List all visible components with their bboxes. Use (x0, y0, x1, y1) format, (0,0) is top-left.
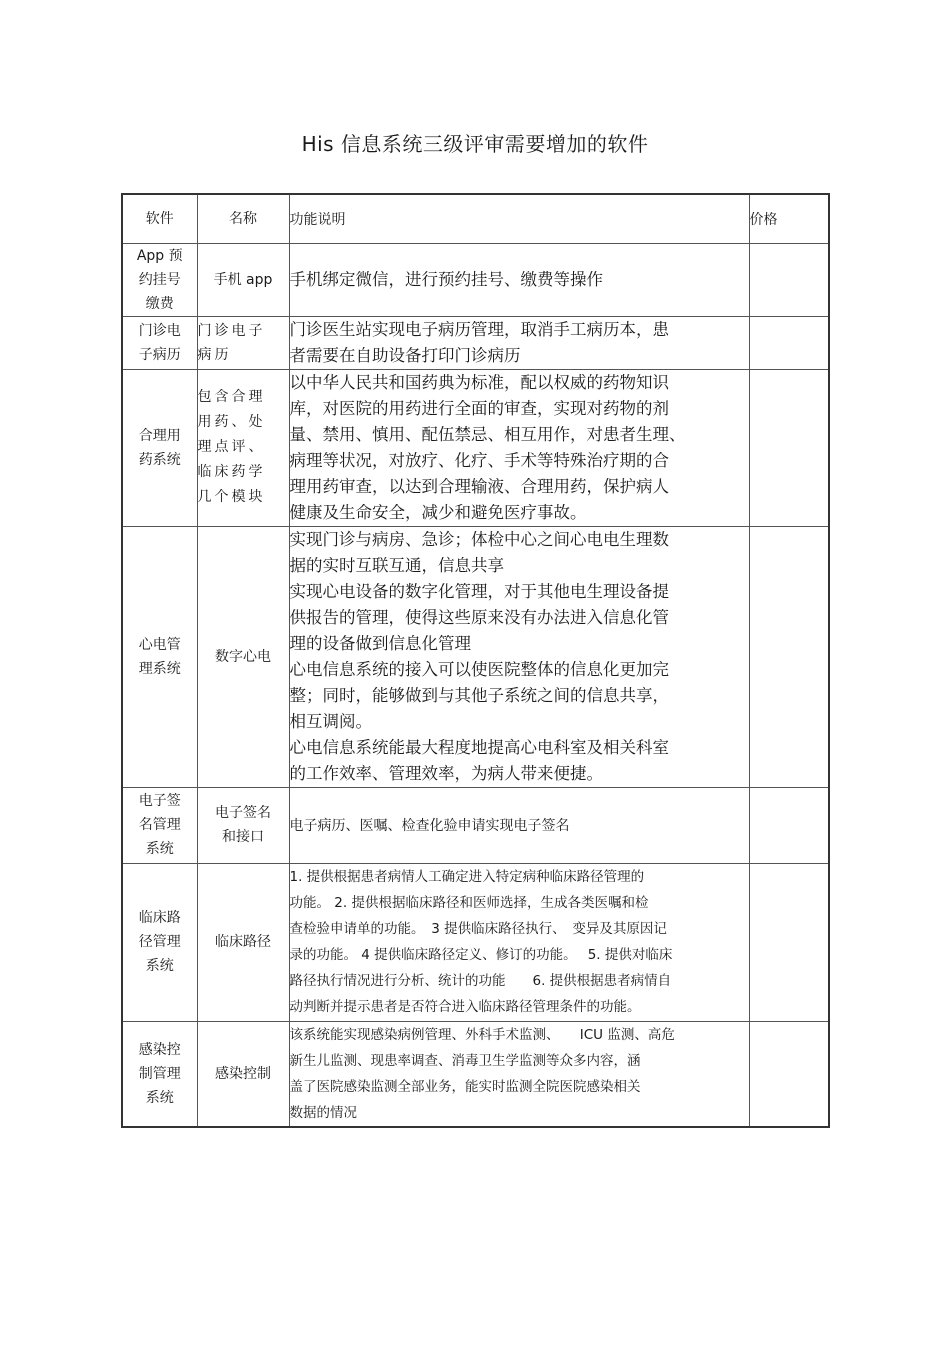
table-row (122, 863, 829, 1021)
price-cell (749, 1021, 829, 1127)
price-cell (749, 243, 829, 316)
function-cell: 实现门诊与病房、急诊；体检中心之间心电电生理数 据的实时互联互通，信息共享 实现心电设备的数字化管理，对于其他电生理设备提 供报告的管理，使得这些原来没有办法进入信息化管 理的设备做到信息化管理 心电信息系统的接入可以使医院整体的信息化更加完 整；同时，能够做到与其他子系统之间的信息共享， 相互调阅。 心电信息系统能最大程度地提高心电科室及相关科室 的工作效率、管理效率，为病人带来便捷。 (289, 526, 749, 787)
name-cell: 电子签名 和接口 (197, 787, 289, 863)
header-function: 功能说明 (289, 194, 749, 243)
software-cell: 心电管 理系统 (122, 526, 197, 787)
software-cell: 电子签 名管理 系统 (122, 787, 197, 863)
software-table (121, 193, 830, 1128)
function-cell: 1. 提供根据患者病情人工确定进入特定病种临床路径管理的 功能。 2. 提供根据临床路径和医师选择，生成各类医嘱和检 查检验申请单的功能。 3 提供临床路径执行、 变异及其原因记 录的功能。 4 提供临床路径定义、修订的功能。 5. 提供对临床 路径执行情况进行分析、统计的功能 6. 提供根据患者病情自 动判断并提示患者是否符合进入临床路径管理条件的功能。 (289, 863, 749, 1021)
table-row (122, 1021, 829, 1127)
header-software: 软件 (122, 194, 197, 243)
table-row (122, 787, 829, 863)
header-name: 名称 (197, 194, 289, 243)
function-cell: 该系统能实现感染病例管理、外科手术监测、 ICU 监测、高危 新生儿监测、现患率调查、消毒卫生学监测等众多内容，涵 盖了医院感染监测全部业务，能实时监测全院医院感染相关 数据的情况 (289, 1021, 749, 1127)
name-cell: 临床路径 (197, 863, 289, 1021)
name-cell: 手机 app (197, 243, 289, 316)
table-row (122, 526, 829, 787)
table-header-row (122, 194, 829, 243)
function-cell: 手机绑定微信，进行预约挂号、缴费等操作 (289, 243, 749, 316)
software-cell: App 预 约挂号 缴费 (122, 243, 197, 316)
price-cell (749, 316, 829, 369)
software-cell: 门诊电 子病历 (122, 316, 197, 369)
software-cell: 合理用 药系统 (122, 369, 197, 526)
name-cell: 包含合理 用药、处 理点评、 临床药学 几个模块 (197, 369, 289, 526)
page-title: His 信息系统三级评审需要增加的软件 (301, 132, 649, 156)
function-cell: 以中华人民共和国药典为标准，配以权威的药物知识 库，对医院的用药进行全面的审查，实现对药物的剂 量、禁用、慎用、配伍禁忌、相互用作，对患者生理、 病理等状况，对放疗、化疗、手术等特殊治疗期的合 理用药审查，以达到合理输液、合理用药，保护病人 健康及生命安全，减少和避免医疗事故。 (289, 369, 749, 526)
table-row (122, 243, 829, 316)
software-cell: 临床路 径管理 系统 (122, 863, 197, 1021)
table-row (122, 369, 829, 526)
price-cell (749, 863, 829, 1021)
price-cell (749, 526, 829, 787)
header-price: 价格 (749, 194, 829, 243)
name-cell: 门诊电子 病历 (197, 316, 289, 369)
function-cell: 门诊医生站实现电子病历管理，取消手工病历本，患 者需要在自助设备打印门诊病历 (289, 316, 749, 369)
software-cell: 感染控 制管理 系统 (122, 1021, 197, 1127)
price-cell (749, 369, 829, 526)
table-row (122, 316, 829, 369)
name-cell: 感染控制 (197, 1021, 289, 1127)
price-cell (749, 787, 829, 863)
function-cell: 电子病历、医嘱、检查化验申请实现电子签名 (289, 787, 749, 863)
name-cell: 数字心电 (197, 526, 289, 787)
